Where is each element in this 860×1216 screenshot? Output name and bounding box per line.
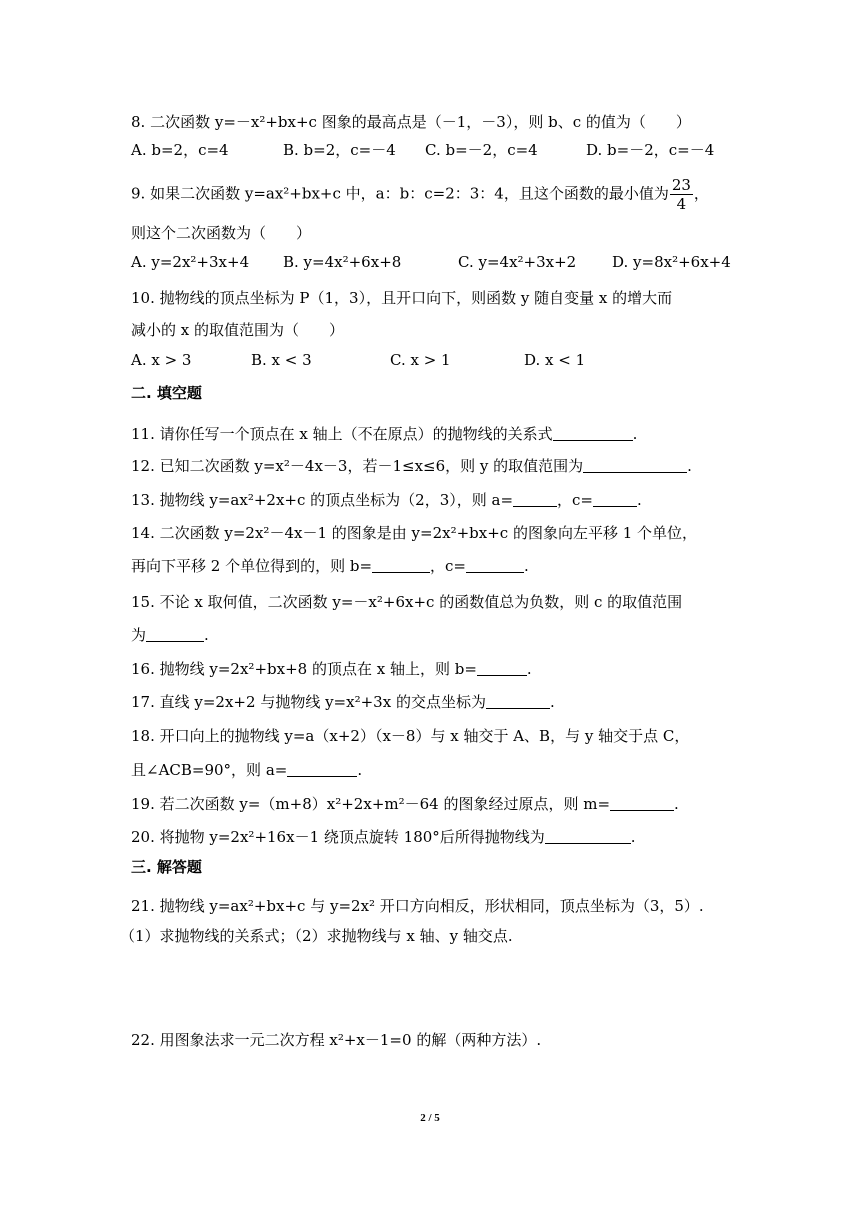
q10-option-c: C. x > 1 [390, 351, 451, 369]
q12-blank [583, 456, 687, 473]
q9-fraction [670, 176, 693, 213]
q9-stem [131, 176, 709, 213]
q18-text: 且∠ACB=90°，则 a= [131, 761, 288, 779]
q13: 13. 抛物线 y=ax²+2x+c 的顶点坐标为（2，3），则 a= ，c= . [131, 491, 642, 509]
q10-stem-line2: 减小的 x 的取值范围为（ ） [131, 321, 344, 339]
q10-stem: 10. 抛物线的顶点坐标为 P（1，3），且开口向下，则函数 y 随自变量 x 的增大而 [131, 289, 673, 307]
q15-stem-line2: 为 . [131, 626, 209, 644]
q9-fraction-numerator: 23 [671, 176, 691, 194]
q13-blank-a [513, 490, 557, 507]
q17-text: 17. 直线 y=2x+2 与抛物线 y=x²+3x 的交点坐标为 [131, 693, 486, 711]
q17: 17. 直线 y=2x+2 与抛物线 y=x²+3x 的交点坐标为 . [131, 693, 555, 711]
q12: 12. 已知二次函数 y=x²－4x－3，若－1≤x≤6，则 y 的取值范围为 . [131, 457, 692, 475]
q9-stem-comma: ， [693, 184, 709, 203]
q21-stem: 21. 抛物线 y=ax²+bx+c 与 y=2x² 开口方向相反，形状相同，顶点坐标为（3，5）. [131, 897, 704, 915]
q14-text: 再向下平移 2 个单位得到的，则 b= [131, 557, 373, 575]
section-heading-fill-in: 二. 填空题 [131, 384, 202, 402]
q19: 19. 若二次函数 y=（m+8）x²+2x+m²－64 的图象经过原点，则 m= . [131, 795, 679, 813]
q9-stem-text: 9. 如果二次函数 y=ax²+bx+c 中，a：b：c=2：3：4，且这个函数的最小值为 [131, 184, 669, 203]
q15-text: 为 [131, 626, 147, 644]
q8-option-c: C. b=－2，c=4 [425, 141, 538, 159]
q16-text: 16. 抛物线 y=2x²+bx+8 的顶点在 x 轴上，则 b= [131, 660, 477, 678]
q8-option-b: B. b=2，c=－4 [283, 141, 396, 159]
q10-option-a: A. x > 3 [131, 351, 192, 369]
q15-blank [146, 625, 204, 642]
q14-text-mid: ，c= [430, 557, 467, 575]
page-number: 2 / 5 [420, 1112, 440, 1124]
q10-option-d: D. x < 1 [524, 351, 586, 369]
q8-option-d: D. b=－2，c=－4 [586, 141, 715, 159]
section-heading-solve: 三. 解答题 [131, 858, 202, 876]
q20-text: 20. 将抛物 y=2x²+16x－1 绕顶点旋转 180°后所得抛物线为 [131, 828, 545, 846]
q14-blank-c [466, 556, 524, 573]
q8-option-a: A. b=2，c=4 [131, 141, 229, 159]
q13-text: 13. 抛物线 y=ax²+2x+c 的顶点坐标为（2，3），则 a= [131, 491, 514, 509]
q9-fraction-denominator: 4 [676, 195, 687, 213]
q14-blank-b [372, 556, 430, 573]
q11: 11. 请你任写一个顶点在 x 轴上（不在原点）的抛物线的关系式 . [131, 425, 638, 443]
q17-blank [486, 692, 550, 709]
q12-text: 12. 已知二次函数 y=x²－4x－3，若－1≤x≤6，则 y 的取值范围为 [131, 457, 584, 475]
q9-stem-line2: 则这个二次函数为（ ） [131, 224, 312, 242]
q16-blank [477, 659, 527, 676]
q15-stem: 15. 不论 x 取何值，二次函数 y=－x²+6x+c 的函数值总为负数，则 c 的取值范围 [131, 593, 683, 611]
q18-stem: 18. 开口向上的抛物线 y=a（x+2）（x－8）与 x 轴交于 A、B，与 y 轴交于点 C， [131, 727, 690, 745]
q22: 22. 用图象法求一元二次方程 x²+x－1=0 的解（两种方法）. [131, 1031, 542, 1049]
q11-text: 11. 请你任写一个顶点在 x 轴上（不在原点）的抛物线的关系式 [131, 425, 553, 443]
q10-option-b: B. x < 3 [251, 351, 312, 369]
q18-blank [287, 760, 357, 777]
q9-option-a: A. y=2x²+3x+4 [131, 253, 250, 271]
q14-stem: 14. 二次函数 y=2x²－4x－1 的图象是由 y=2x²+bx+c 的图象向左平移 1 个单位， [131, 524, 698, 542]
q9-option-c: C. y=4x²+3x+2 [458, 253, 577, 271]
q19-blank [610, 794, 674, 811]
q19-text: 19. 若二次函数 y=（m+8）x²+2x+m²－64 的图象经过原点，则 m= [131, 795, 611, 813]
q21-subquestions: （1）求抛物线的关系式；（2）求抛物线与 x 轴、y 轴交点. [120, 927, 513, 945]
q13-text-mid: ，c= [557, 491, 594, 509]
q14-stem-line2: 再向下平移 2 个单位得到的，则 b= ，c= . [131, 557, 529, 575]
q20-blank [545, 827, 631, 844]
q13-blank-c [593, 490, 637, 507]
q8-stem: 8. 二次函数 y=－x²+bx+c 图象的最高点是（－1，－3），则 b、c 的值为（ ） [131, 113, 691, 131]
q20: 20. 将抛物 y=2x²+16x－1 绕顶点旋转 180°后所得抛物线为 . [131, 828, 636, 846]
q18-stem-line2: 且∠ACB=90°，则 a= . [131, 761, 363, 779]
q16: 16. 抛物线 y=2x²+bx+8 的顶点在 x 轴上，则 b= . [131, 660, 532, 678]
q11-blank [553, 424, 633, 441]
q9-option-d: D. y=8x²+6x+4 [612, 253, 731, 271]
q9-option-b: B. y=4x²+6x+8 [283, 253, 402, 271]
